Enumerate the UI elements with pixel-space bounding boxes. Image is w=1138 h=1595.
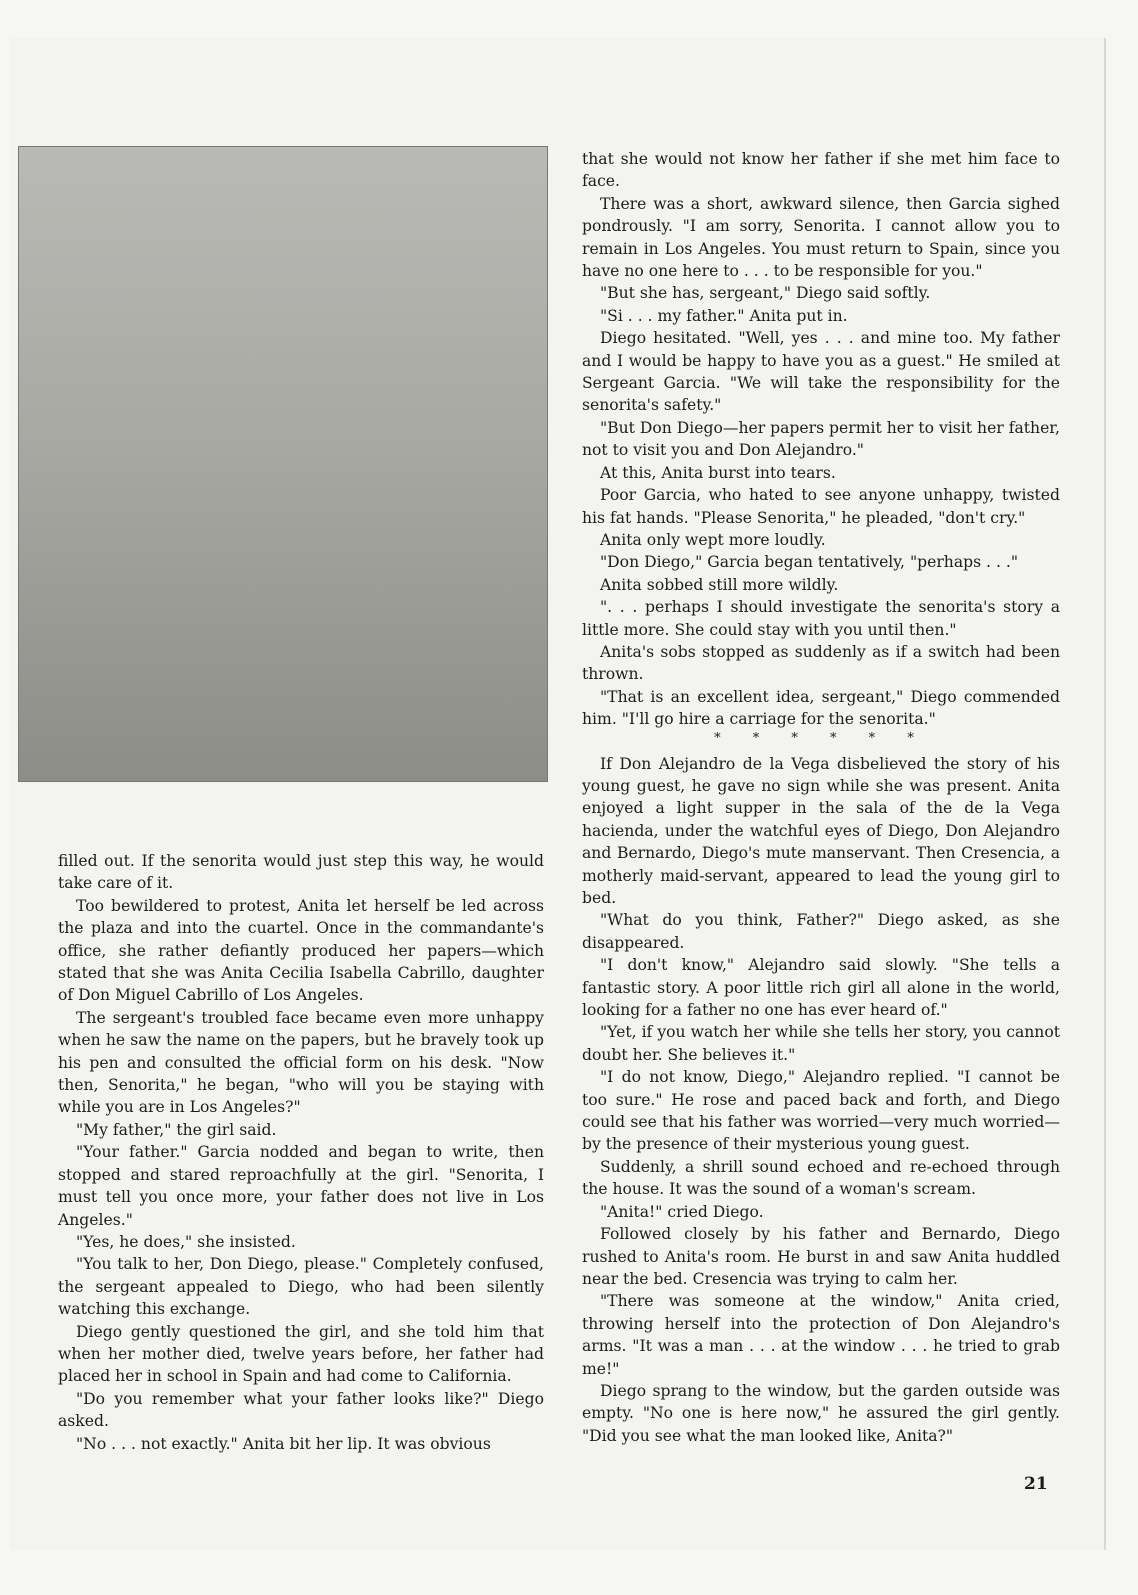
paragraph: Anita only wept more loudly.	[600, 530, 826, 549]
page-number: 21	[1024, 1474, 1048, 1494]
paragraph: Poor Garcia, who hated to see anyone unhappy, twisted his fat hands. "Please Senorita," he pleaded, "don't cry."	[582, 486, 1060, 527]
paragraph: "What do you think, Father?" Diego asked, as she disappeared.	[582, 911, 1060, 952]
paragraph: "But she has, sergeant," Diego said softly.	[600, 284, 931, 303]
paragraph: "Your father." Garcia nodded and began to write, then stopped and stared reproachfully at the girl. "Senorita, I must tell you once more, your father does not live in Los Angeles."	[58, 1143, 544, 1229]
left-text-column	[58, 850, 544, 1455]
paragraph: "There was someone at the window," Anita cried, throwing herself into the protection of Don Alejandro's arms. "It was a man . . . at the window . . . he tried to grab me!"	[582, 1292, 1060, 1378]
paragraph: "Anita!" cried Diego.	[600, 1202, 764, 1221]
paragraph: At this, Anita burst into tears.	[600, 463, 836, 482]
paragraph: "Yes, he does," she insisted.	[76, 1232, 296, 1251]
right-text-column	[582, 148, 1060, 1447]
paragraph: Too bewildered to protest, Anita let herself be led across the plaza and into the cuartel. Once in the commandante's office, she rather defiantly produced her papers—which stated that she was Anita Cecilia Isabella Cabrillo, daughter of Don Miguel Cabrillo of Los Angeles.	[58, 896, 544, 1005]
paragraph: There was a short, awkward silence, then Garcia sighed pondrously. "I am sorry, Senorita. I cannot allow you to remain in Los Angeles. You must return to Spain, since you have no one here to . . . to be responsible for you."	[582, 194, 1060, 281]
paragraph: "But Don Diego—her papers permit her to visit her father, not to visit you and Don Alejandro."	[582, 418, 1061, 460]
paragraph: Diego gently questioned the girl, and she told him that when her mother died, twelve years before, her father had placed her in school in Spain and had come to California.	[58, 1322, 544, 1386]
portrait-photo	[18, 146, 548, 782]
paragraph: Diego hesitated. "Well, yes . . . and mine too. My father and I would be happy to have you as a guest." He smiled at Sergeant Garcia. "We will take the responsibility for the senorita's safety."	[582, 329, 1060, 415]
paragraph: ". . . perhaps I should investigate the senorita's story a little more. She could stay with you until then."	[582, 598, 1060, 639]
section-break: * * * * * *	[714, 730, 928, 746]
paragraph: Suddenly, a shrill sound echoed and re-echoed through the house. It was the sound of a woman's scream.	[582, 1157, 1060, 1199]
paragraph: "My father," the girl said.	[76, 1120, 277, 1139]
paragraph: The sergeant's troubled face became even more unhappy when he saw the name on the papers, but he bravely took up his pen and consulted the official form on his desk. "Now then, Senorita," he began, "who will you be staying with while you are in Los Angeles?"	[58, 1008, 544, 1117]
paragraph: Anita's sobs stopped as suddenly as if a switch had been thrown.	[582, 642, 1060, 684]
paragraph: "I don't know," Alejandro said slowly. "She tells a fantastic story. A poor little rich girl all alone in the world, looking for a father no one has ever heard of."	[582, 956, 1060, 1020]
paragraph: "That is an excellent idea, sergeant," Diego commended him. "I'll go hire a carriage for the senorita."	[582, 687, 1060, 729]
paragraph: "Si . . . my father." Anita put in.	[600, 306, 848, 325]
paragraph: filled out. If the senorita would just step this way, he would take care of it.	[58, 852, 544, 893]
paragraph: "I do not know, Diego," Alejandro replied. "I cannot be too sure." He rose and paced back and forth, and Diego could see that his father was worried—very much worried—by the presence of their mysterious young guest.	[582, 1068, 1060, 1154]
paragraph: "Don Diego," Garcia began tentatively, "perhaps . . ."	[600, 553, 1019, 572]
paragraph: that she would not know her father if she met him face to face.	[582, 150, 1060, 191]
paragraph: If Don Alejandro de la Vega disbelieved the story of his young guest, he gave no sign while she was present. Anita enjoyed a light supper in the sala of the de la Vega hacienda, under the watchful eyes of Diego, Don Alejandro and Bernardo, Diego's mute manservant. Then Cresencia, a motherly maid-servant, appeared to lead the young girl to bed.	[582, 754, 1060, 907]
paragraph: Anita sobbed still more wildly.	[600, 575, 839, 594]
paragraph: "You talk to her, Don Diego, please." Completely confused, the sergeant appealed to Diego, who had been silently watching this exchange.	[58, 1255, 544, 1319]
paragraph: "Yet, if you watch her while she tells her story, you cannot doubt her. She believes it."	[582, 1023, 1060, 1064]
paragraph: "No . . . not exactly." Anita bit her lip. It was obvious	[76, 1434, 491, 1453]
paragraph: "Do you remember what your father looks like?" Diego asked.	[58, 1389, 544, 1431]
paragraph: Followed closely by his father and Bernardo, Diego rushed to Anita's room. He burst in and saw Anita huddled near the bed. Cresencia was trying to calm her.	[582, 1225, 1060, 1288]
paragraph: Diego sprang to the window, but the garden outside was empty. "No one is here now," he assured the girl gently. "Did you see what the man looked like, Anita?"	[582, 1381, 1060, 1445]
